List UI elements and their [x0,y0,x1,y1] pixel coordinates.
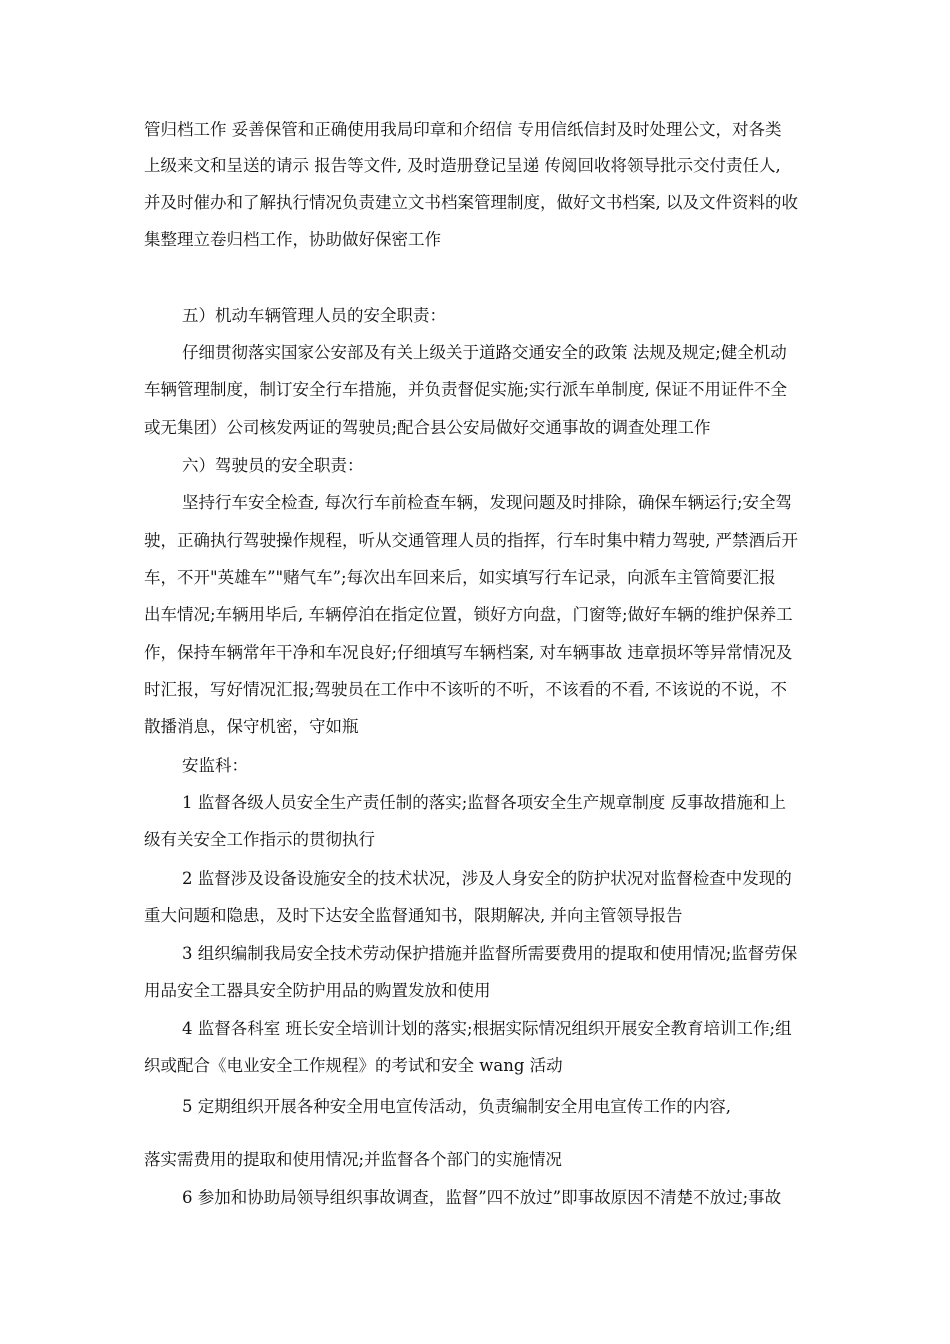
list-item-line: 5 定期组织开展各种安全用电宣传活动，负责编制安全用电宣传工作的内容, [182,1097,731,1116]
paragraph-line: 驶，正确执行驾驶操作规程，听从交通管理人员的指挥，行车时集中精力驾驶, 严禁酒后开 [144,531,798,550]
list-item-line: 1 监督各级人员安全生产责任制的落实;监督各项安全生产规章制度 反事故措施和上 [182,793,787,812]
list-item-line: 重大问题和隐患，及时下达安全监督通知书，限期解决, 并向主管领导报告 [144,906,683,925]
paragraph-line: 并及时催办和了解执行情况负责建立文书档案管理制度，做好文书档案, 以及文件资料的收 [144,193,798,212]
paragraph-line: 散播消息，保守机密，守如瓶 [144,717,359,736]
list-item-line: 2 监督涉及设备设施安全的技术状况，涉及人身安全的防护状况对监督检查中发现的 [182,869,792,888]
list-item-line: 3 组织编制我局安全技术劳动保护措施并监督所需要费用的提取和使用情况;监督劳保 [182,944,798,963]
list-item-line: 织或配合《电业安全工作规程》的考试和安全 wang 活动 [144,1056,563,1075]
list-item-line: 落实需费用的提取和使用情况;并监督各个部门的实施情况 [144,1150,563,1169]
paragraph-line: 仔细贯彻落实国家公安部及有关上级关于道路交通安全的政策 法规及规定;健全机动 [182,343,787,362]
section-heading: 安监科： [182,756,248,775]
list-item-line: 级有关安全工作指示的贯彻执行 [144,830,375,849]
paragraph-line: 车辆管理制度，制订安全行车措施，并负责督促实施;实行派车单制度, 保证不用证件不全 [144,380,788,399]
paragraph-line: 作，保持车辆常年干净和车况良好;仔细填写车辆档案, 对车辆事故 违章损坏等异常情况及 [144,643,793,662]
paragraph-line: 上级来文和呈送的请示 报告等文件, 及时造册登记呈递 传阅回收将领导批示交付责任人, [144,156,781,175]
paragraph-line: 集整理立卷归档工作，协助做好保密工作 [144,230,441,249]
list-item-line: 4 监督各科室 班长安全培训计划的落实;根据实际情况组织开展安全教育培训工作;组 [182,1019,792,1038]
section-heading: 五）机动车辆管理人员的安全职责： [182,306,446,325]
paragraph-line: 车，不开"英雄车”"赌气车”;每次出车回来后，如实填写行车记录，向派车主管简要汇报 [144,568,776,587]
paragraph-line: 出车情况;车辆用毕后, 车辆停泊在指定位置，锁好方向盘，门窗等;做好车辆的维护保养工 [144,605,793,624]
paragraph-line: 时汇报，写好情况汇报;驾驶员在工作中不该听的不听，不该看的不看, 不该说的不说，不 [144,680,788,699]
list-item-line: 6 参加和协助局领导组织事故调查，监督”四不放过”即事故原因不清楚不放过;事故 [182,1188,782,1207]
paragraph-line: 管归档工作 妥善保管和正确使用我局印章和介绍信 专用信纸信封及时处理公文，对各类 [144,120,782,139]
list-item-line: 用品安全工器具安全防护用品的购置发放和使用 [144,981,491,1000]
paragraph-line: 或无集团）公司核发两证的驾驶员;配合县公安局做好交通事故的调查处理工作 [144,418,711,437]
section-heading: 六）驾驶员的安全职责： [182,456,364,475]
paragraph-line: 坚持行车安全检查, 每次行车前检查车辆，发现问题及时排除，确保车辆运行;安全驾 [182,493,793,512]
